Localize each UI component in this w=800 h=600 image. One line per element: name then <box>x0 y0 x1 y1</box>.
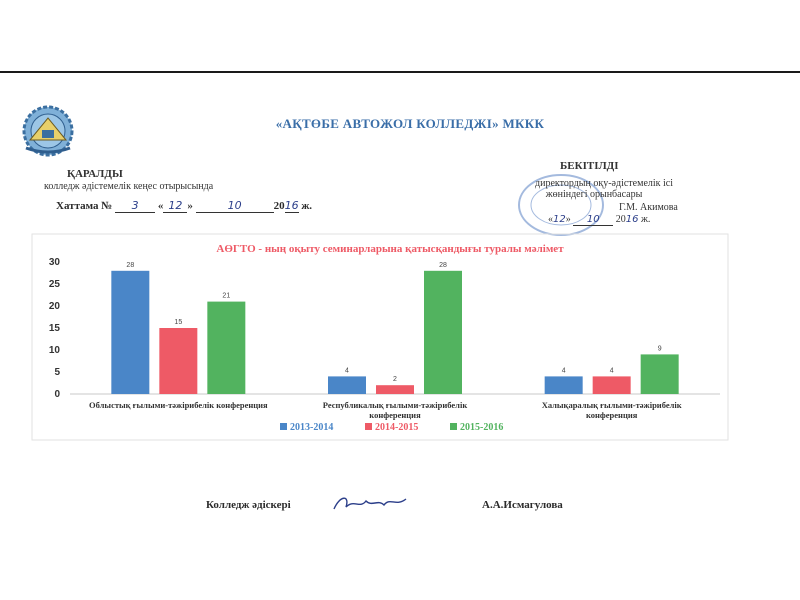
bar <box>641 354 679 394</box>
data-label: 21 <box>222 292 231 300</box>
legend-label: 2013-2014 <box>290 422 334 433</box>
footer-name: А.А.Исмагулова <box>482 499 563 511</box>
conference-participation-chart <box>30 232 730 442</box>
y-tick-label: 10 <box>48 345 60 356</box>
approved-date-year-end: ж. <box>640 214 651 225</box>
bar <box>111 271 149 394</box>
approved-date-year-suffix: 16 <box>625 214 639 225</box>
legend-label: 2015-2016 <box>460 422 504 433</box>
y-tick-label: 30 <box>48 257 60 268</box>
approved-block <box>504 160 704 226</box>
data-label: 4 <box>609 367 614 375</box>
reviewed-block <box>44 168 213 192</box>
y-tick-label: 25 <box>48 279 60 290</box>
chart-title: АӨГТО - ның оқыту семинарларына қатысқандығы туралы мәлімет <box>216 243 564 255</box>
org-title: «АҚТӨБЕ АВТОЖОЛ КОЛЛЕДЖІ» МККК <box>275 116 545 131</box>
protocol-year-end: ж. <box>301 200 313 212</box>
bar <box>328 376 366 394</box>
signature-icon <box>330 493 410 515</box>
protocol-day: 12 <box>163 199 187 213</box>
protocol-year-prefix: 20 <box>273 200 285 212</box>
footer-role: Колледж әдіскері <box>206 499 291 511</box>
legend-swatch <box>450 423 457 430</box>
category-label: Республикалық ғылыми-тәжірибелік <box>322 400 468 410</box>
data-label: 4 <box>345 367 349 375</box>
legend-label: 2014-2015 <box>375 422 419 433</box>
y-tick-label: 15 <box>48 323 60 334</box>
data-label: 2 <box>393 376 397 384</box>
bar <box>207 302 245 394</box>
protocol-year-suffix: 16 <box>284 199 299 212</box>
y-tick-label: 5 <box>54 367 60 378</box>
y-tick-label: 0 <box>54 389 60 400</box>
college-logo-icon <box>8 104 90 158</box>
top-rule <box>0 71 800 73</box>
reviewed-subtitle: колледж әдістемелік кеңес отырысында <box>44 181 214 192</box>
approved-date-year-prefix: 20 <box>615 214 626 225</box>
protocol-label: Хаттама № <box>56 200 113 212</box>
category-label: Облыстық ғылыми-тәжірибелік конференция <box>89 400 268 410</box>
approved-date-day: 12 <box>553 214 566 225</box>
bar <box>545 376 583 394</box>
approved-date-month: 10 <box>573 214 613 226</box>
data-label: 28 <box>439 261 447 269</box>
bar <box>424 271 462 394</box>
category-label: конференция <box>585 410 638 420</box>
protocol-line: Хаттама № 3 « 12 » 10 2016 ж. <box>56 199 313 212</box>
approved-heading: БЕКІТІЛДІ <box>560 160 619 172</box>
legend-swatch <box>365 423 372 430</box>
bar <box>593 376 631 394</box>
bar <box>376 385 414 394</box>
data-label: 28 <box>126 261 135 269</box>
data-label: 4 <box>561 367 566 375</box>
approved-date: «12» 10 2016 ж. <box>548 214 651 225</box>
category-label: Халықаралық ғылыми-тәжірибелік <box>541 400 682 410</box>
bar <box>159 328 197 394</box>
y-tick-label: 20 <box>48 301 60 312</box>
approved-name: Г.М. Акимова <box>619 202 678 213</box>
legend-swatch <box>280 423 287 430</box>
protocol-month: 10 <box>196 199 274 213</box>
reviewed-heading: ҚАРАЛДЫ <box>67 168 123 180</box>
category-label: конференция <box>369 410 421 420</box>
data-label: 9 <box>657 345 662 353</box>
protocol-number: 3 <box>115 199 155 213</box>
data-label: 15 <box>174 319 183 326</box>
approved-line-2: жөніндегі орынбасары <box>545 189 643 200</box>
approved-line-1: директордың оқу-әдістемелік ісі <box>535 178 673 189</box>
